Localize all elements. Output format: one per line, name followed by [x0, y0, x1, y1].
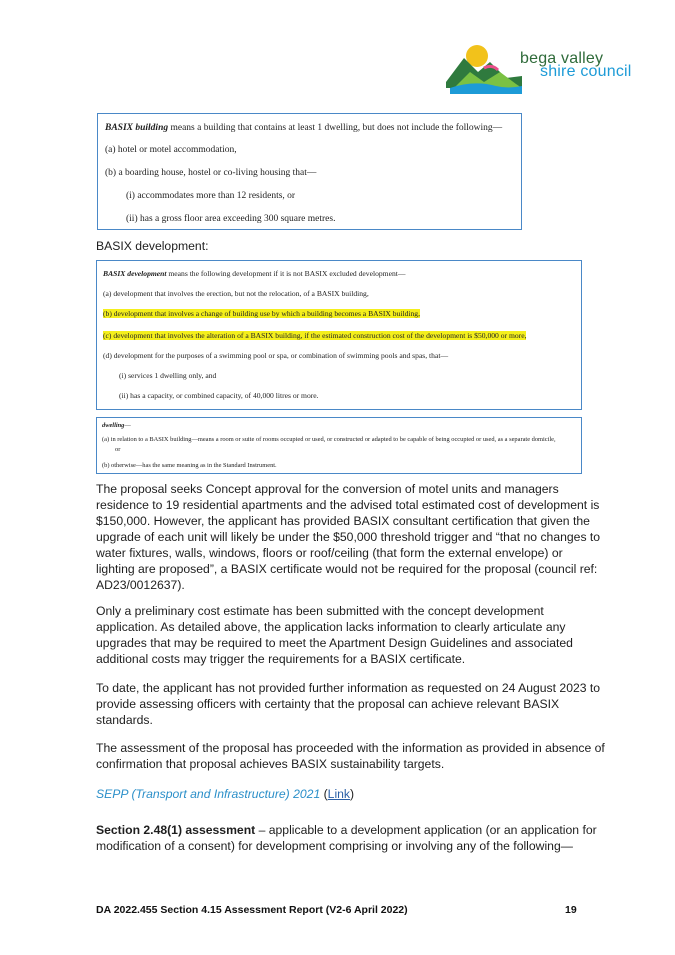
box2-item-c-text: (c) development that involves the alteration of a BASIX building, if the estimated construction cost of the development is $50,000 or more, — [103, 331, 527, 340]
mountain-sun-icon — [444, 42, 524, 94]
box3-item-a-cont: or — [115, 446, 121, 453]
box2-term: BASIX development — [103, 269, 167, 278]
basix-building-definition-box — [97, 113, 522, 230]
text-line: water fixtures, walls, windows, floors or roof/ceiling (that form the external envelope) or — [96, 546, 563, 560]
text-line: provide assessing officers with certainty that the proposal can achieve relevant BASIX — [96, 697, 560, 711]
text-line: To date, the applicant has not provided further information as requested on 24 August 2023 to — [96, 681, 601, 695]
box1-lead-rest: means a building that contains at least 1 dwelling, but does not include the following— — [168, 123, 503, 133]
box2-item-d: (d) development for the purposes of a swimming pool or spa, or combination of swimming pools and spas, that— — [103, 351, 449, 360]
basix-development-label: BASIX development: — [96, 239, 209, 253]
section-assessment-line-2: modification of a consent) for development comprising or involving any of the following— — [96, 839, 573, 853]
text-line: additional costs may trigger the requirements for a BASIX certificate. — [96, 652, 466, 666]
section-assessment-line-1 — [96, 822, 597, 838]
box3-item-a: (a) in relation to a BASIX building—means a room or suite of rooms occupied or used, or constructed or adapted to be capable of being occupied or used, as a separate domicile, — [102, 436, 556, 443]
footer-report-title: DA 2022.455 Section 4.15 Assessment Report (V2-6 April 2022) — [96, 904, 408, 916]
text-line: Only a preliminary cost estimate has been submitted with the concept development — [96, 604, 544, 618]
text-line: standards. — [96, 713, 153, 727]
box2-item-b-text: (b) development that involves a change of building use by which a building becomes a BASIX building, — [103, 309, 420, 318]
sepp-heading — [96, 786, 354, 802]
text-line: application. As detailed above, the application lacks information to clearly articulate any — [96, 620, 566, 634]
sepp-link[interactable]: Link — [327, 787, 351, 801]
text-line: $150,000. However, the applicant has provided BASIX consultant certification that given the — [96, 514, 590, 528]
box2-item-d-i: (i) services 1 dwelling only, and — [119, 371, 217, 380]
box3-term-rest: — — [124, 422, 131, 429]
logo-line-1: bega valley — [520, 50, 604, 67]
sepp-open-paren: ( — [320, 787, 328, 801]
text-line: upgrade of each unit will likely be under the $50,000 threshold trigger and “that no changes to — [96, 530, 601, 544]
logo-line-2: shire council — [540, 63, 632, 80]
box1-item-b: (b) a boarding house, hostel or co-living housing that— — [105, 168, 317, 178]
box3-term: dwelling — [102, 422, 125, 429]
page-number: 19 — [565, 904, 577, 916]
text-line: The assessment of the proposal has proceeded with the information as provided in absence of — [96, 741, 605, 755]
text-line: lighting are proposed”, a BASIX certificate would not be required for the proposal (council ref: — [96, 562, 598, 576]
box1-item-a: (a) hotel or motel accommodation, — [105, 145, 237, 155]
text-line: confirmation that proposal achieves BASIX sustainability targets. — [96, 757, 445, 771]
text-line: AD23/0012637). — [96, 578, 185, 592]
section-rest: – applicable to a development application (or an application for — [255, 823, 597, 837]
text-line: upgrades that may be required to meet the Apartment Design Guidelines and associated — [96, 636, 573, 650]
box3-item-b: (b) otherwise—has the same meaning as in the Standard Instrument. — [102, 462, 277, 469]
box2-item-b — [103, 309, 420, 318]
dwelling-definition-box — [96, 417, 582, 474]
box2-item-d-ii: (ii) has a capacity, or combined capacity, of 40,000 litres or more. — [119, 391, 319, 400]
box2-lead — [103, 269, 405, 278]
box1-item-b-i: (i) accommodates more than 12 residents, or — [126, 191, 296, 201]
text-line: residence to 19 residential apartments and the advised total estimated cost of development is — [96, 498, 600, 512]
box3-lead — [102, 422, 131, 429]
section-bold-label: Section 2.48(1) assessment — [96, 823, 256, 837]
text-line: The proposal seeks Concept approval for the conversion of motel units and managers — [96, 482, 559, 496]
box2-lead-rest: means the following development if it is not BASIX excluded development— — [166, 269, 406, 278]
box1-item-b-ii: (ii) has a gross floor area exceeding 300 square metres. — [126, 214, 336, 224]
council-logo — [444, 42, 634, 94]
box2-item-a: (a) development that involves the erection, but not the relocation, of a BASIX building, — [103, 289, 369, 298]
box1-term: BASIX building — [105, 123, 169, 133]
logo-text — [520, 52, 632, 78]
basix-development-definition-box — [96, 260, 582, 410]
box1-lead — [105, 123, 502, 133]
sepp-close-paren: ) — [350, 787, 355, 801]
sepp-title: SEPP (Transport and Infrastructure) 2021 — [96, 787, 321, 801]
box2-item-c — [103, 331, 526, 340]
